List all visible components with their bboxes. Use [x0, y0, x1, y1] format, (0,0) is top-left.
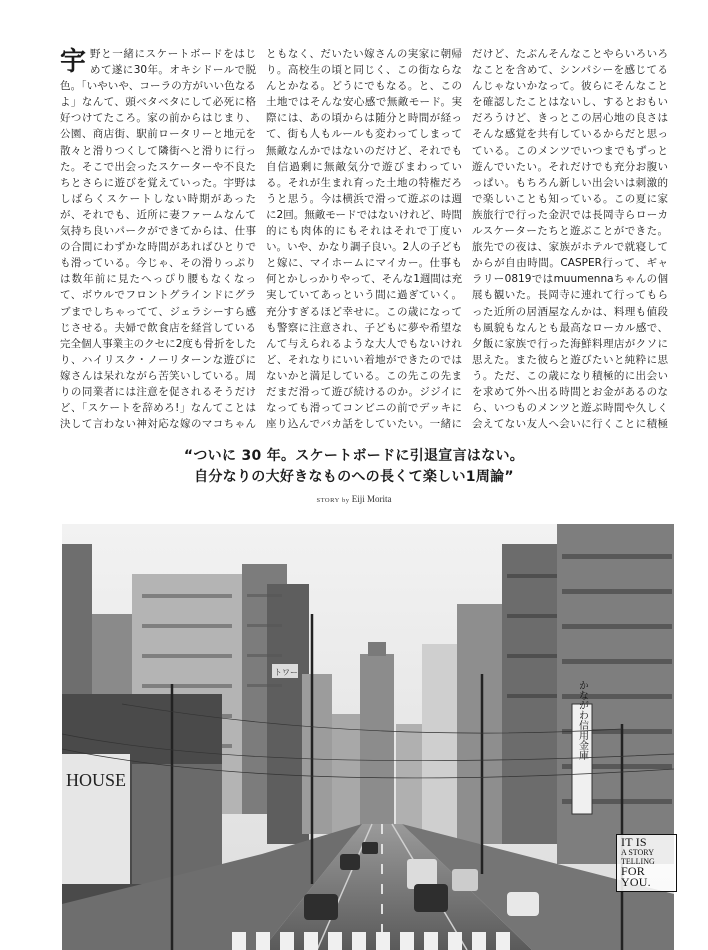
column-3-text: だけど、たぶんそんなことやらいろいろなことを含めて、シンパシーを感じてるんじゃないかなって。彼らにそんなことを確認したことはないし、するとおもいだろうけど、きっとこの居心地の良さはそんな感覚を共有しているからだと思っている。このメンツでいつまでもずっと遊んでいたい。それだけでも充分お腹いっぱい。もちろん新しい出会いは刺激的で楽しいことも知っている。この夏に家族旅行で行った金沢では長岡寺らローカルスケーターたちと遊ぶことができた。旅先での夜は、家族がホテルで就寝してからが自由時間。CASPER行って、ギャラリー0819ではmuumennaちゃんの個展も観いた。長岡寺に連れて行ってもらった近所の居酒屋なんかは、料理も値段も風貌もなんとも最高なローカル感で、夕飯に家族で行った海鮮料理店がクソに思えた。また彼らと遊びたいと純粋に思う。ただ、この歳になり積極的に出会いを求めて外へ出る時間とお金があるのなら、いつものメンツと遊ぶ時間や久しく会えてない友人へ会いに行くことに積極 — [472, 48, 668, 431]
byline-story-label: STORY — [316, 497, 340, 504]
byline-by: by — [342, 497, 350, 504]
tower-sign-text: トワー — [274, 668, 298, 677]
article-columns — [60, 46, 668, 432]
pull-quote-line-2: 自分なりの大好きなものへの長くて楽しい1周論” — [194, 469, 514, 485]
pull-quote — [0, 446, 708, 488]
street-photo — [62, 524, 674, 950]
house-sign-text: HOUSE — [66, 770, 127, 790]
byline-author: Eiji Morita — [351, 494, 392, 504]
article-column-1 — [60, 46, 256, 432]
stamp-line-5: YOU. — [621, 875, 651, 889]
column-1-text: 野と一緒にスケートボードをはじめて遂に30年。オキシドールで脱色。「いやいや、コーラの方がいい色なるよ」なんて、頭ベタベタにして必死に格好つけてたころ。家の前からはじまり、公園、商店街、駅前ロータリーと地元を散々と滑りつくして隣街へと滑りに行った。そこで出会ったスケーターや不良たちとさらに遊びを覚えていった。宇野はしばらくスケートしない時期があったが、それでも、近所に妻ファームなんて気持ち良いパークができてからは、仕事の合間にわずかな時間があればひとりでも滑っている。今じゃ、その滑りっぷりは数年前に見たへっぴり腰もなくなって、ボウルでフロントグラインドにグラブまでしちゃってて、ジェラシーすら感じさせる。夫婦で飲食店を経営している完全個人事業主のクセに2度も骨折をしたり、ハイリスク・ノーリターンな遊びに嫁さんは呆れながら苦笑いしている。周りの同業者には注意を促されるそうだけど、「スケートを辞めろ!」なんてことは決して言わない神対応な嫁のマコちゃん — [60, 48, 256, 431]
stamp-line-4: FOR — [621, 864, 645, 878]
stamp-line-2: A STORY — [621, 848, 654, 857]
column-2-text: ともなく、だいたい嫁さんの実家に朝帰り。高校生の頃と同じく、この街ならなんとかなる。どうにでもなる。と、この土地ではそんな安心感で無敵モード。実際には、あの頃からは随分と時間が経って、街も人もルールも変わってしまって無敵なんかではないのだけど、それでも自信過剰に無敵気分で遊びまわっている。それが生まれ育った土地の特権だろうと思う。今は横浜で滑って遊ぶのは週に2回。無敵モードではないけれど、時間的にも肉体的にもそれはそれで丁度いい。いや、かなり調子良い。2人の子どもと嫁に、マイホームにマイカー。仕事も何とかしっかりやって、そんな1週間は充実していてあっという間に過ぎていく。充分すぎるほど幸せに。この歳になっても警察に注意され、子どもに夢や希望なんて与えられるような大人でもないけれど、それなりにいい着地ができたのではないかと満足している。この先この先まだまだ滑って遊び続けるのか。ジジイになっても滑ってコンビニの前でデッキに座り込んでバカ話をしていたい。一緒に — [266, 48, 462, 431]
story-stamp — [616, 834, 677, 892]
drop-cap: 宇 — [60, 47, 87, 77]
article-column-3 — [472, 46, 668, 432]
stamp-line-3: TELLING — [621, 857, 655, 866]
kanagawa-sign-text: かながわ信用金庫 — [576, 680, 588, 760]
stamp-line-1: IT IS — [621, 835, 647, 849]
pull-quote-line-1: “ついに 30 年。スケートボードに引退宣言はない。 — [183, 448, 525, 464]
article-column-2 — [266, 46, 462, 432]
byline — [0, 494, 708, 504]
